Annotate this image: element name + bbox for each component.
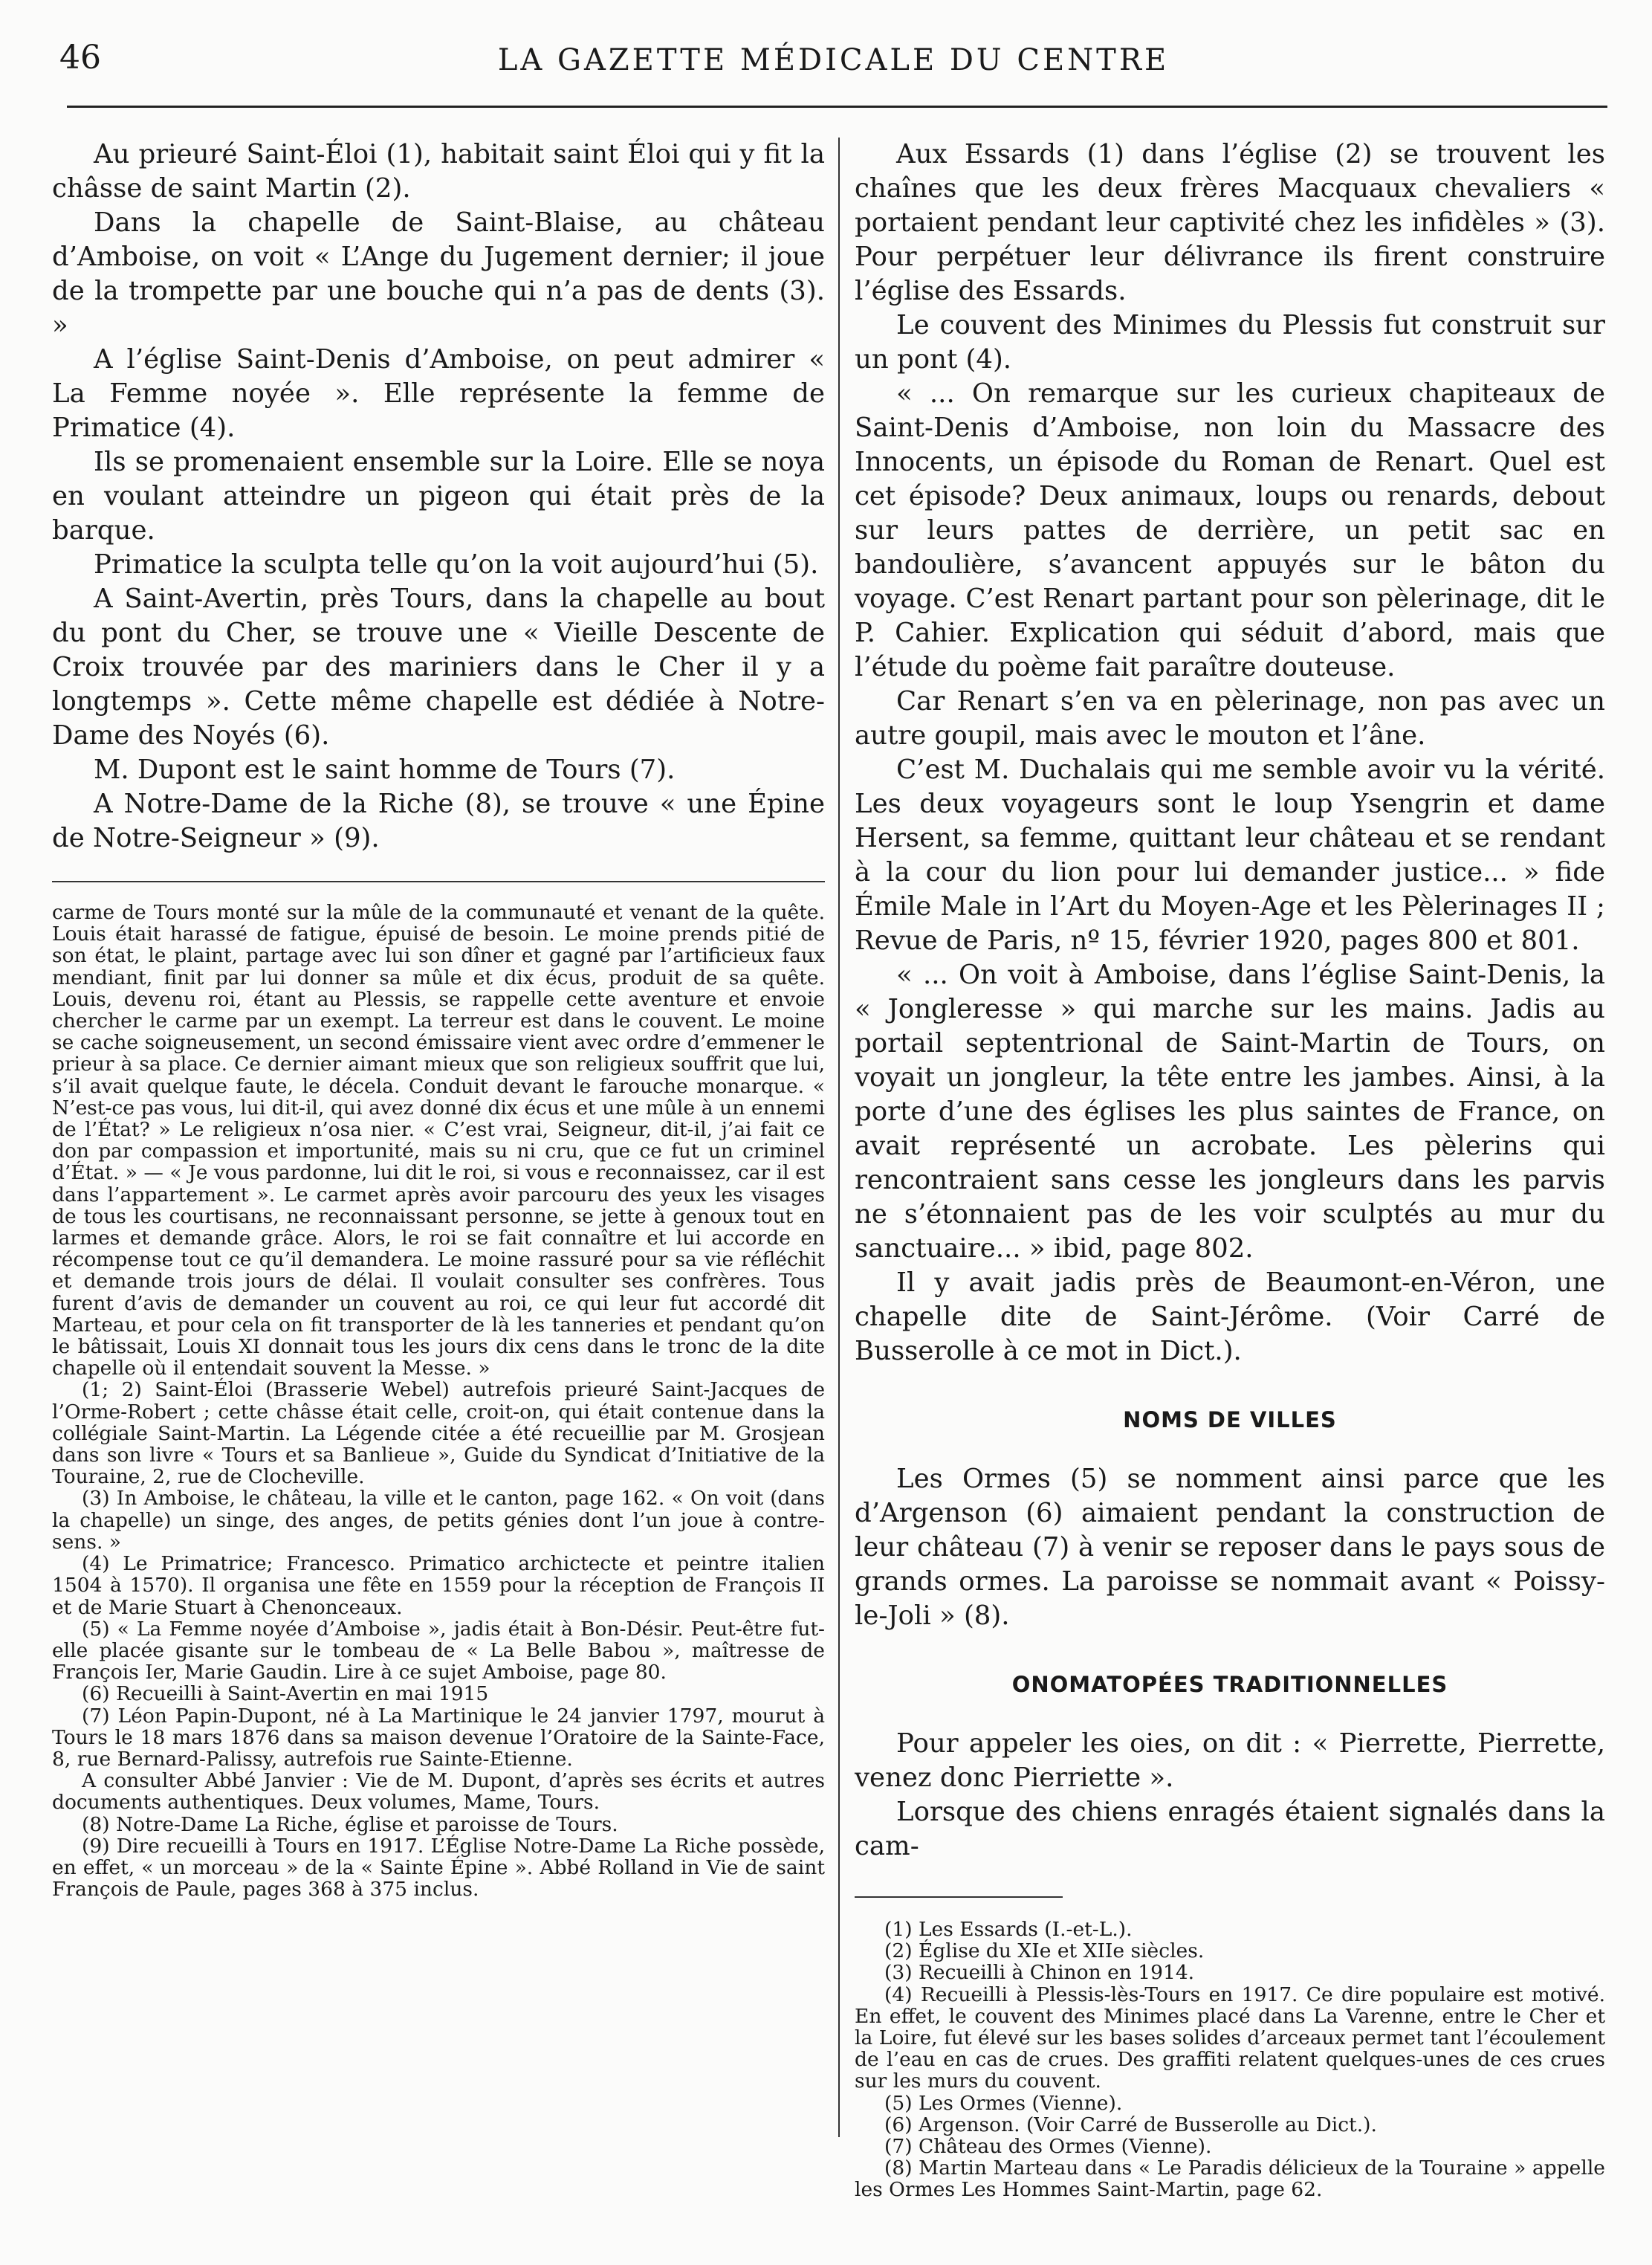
body-paragraph: C’est M. Duchalais qui me semble avoir vu la vérité. Les deux voyageurs sont le loup Ysengrin et dame Hersent, sa femme, quittant leur château et se rendant à la cour du lion pour lui demander justice... » fide Émile Male in l’Art du Moyen-Age et les Pèlerinages II ; Revue de Paris, nº 15, février 1920, pages 800 et 801. [855, 755, 1605, 956]
section-heading-onomatopees: ONOMATOPÉES TRADITIONNELLES [1011, 1672, 1448, 1697]
footnote-rule [855, 1896, 1063, 1898]
body-paragraph: Pour appeler les oies, on dit : « Pierrette, Pierrette, venez donc Pierriette ». [855, 1728, 1605, 1793]
footnote: (8) Notre-Dame La Riche, église et paroisse de Tours. [82, 1812, 618, 1836]
footnote: (7) Léon Papin-Dupont, né à La Martinique le 24 janvier 1797, mourut à Tours le 18 mars 1876 dans sa maison devenue l’Oratoire de la Sainte-Face, 8, rue Bernard-Palissy, autrefois rue Sainte-Etienne. [52, 1704, 825, 1771]
section-heading-noms-de-villes: NOMS DE VILLES [1123, 1407, 1337, 1432]
body-paragraph: Ils se promenaient ensemble sur la Loire. Elle se noya en voulant atteindre un pigeon qui était près de la barque. [52, 447, 825, 546]
footnote-rule [52, 881, 825, 882]
left-column [52, 138, 825, 1900]
body-paragraph: A l’église Saint-Denis d’Amboise, on peut admirer « La Femme noyée ». Elle représente la femme de Primatice (4). [52, 344, 825, 443]
body-paragraph: Lorsque des chiens enragés étaient signalés dans la cam- [855, 1797, 1605, 1861]
footnote: A consulter Abbé Janvier : Vie de M. Dupont, d’après ses écrits et autres documents authentiques. Deux volumes, Mame, Tours. [52, 1769, 825, 1815]
body-paragraph: Car Renart s’en va en pèlerinage, non pas avec un autre goupil, mais avec le mouton et l’âne. [855, 686, 1605, 751]
body-paragraph: Il y avait jadis près de Beaumont-en-Véron, une chapelle dite de Saint-Jérôme. (Voir Carré de Busserolle à ce mot in Dict.). [855, 1267, 1605, 1366]
footnote: (5) « La Femme noyée d’Amboise », jadis était à Bon-Désir. Peut-être fut-elle placée gisante sur le tombeau de « La Belle Babou », maîtresse de François Ier, Marie Gaudin. Lire à ce sujet Amboise, page 80. [52, 1617, 825, 1684]
body-paragraph: Aux Essards (1) dans l’église (2) se trouvent les chaînes que les deux frères Macquaux chevaliers « portaient pendant leur captivité chez les infidèles » (3). Pour perpétuer leur délivrance ils firent construire l’église des Essards. [855, 139, 1605, 306]
page-number: 46 [59, 39, 101, 77]
footnote: (6) Recueilli à Saint-Avertin en mai 1915 [82, 1682, 489, 1706]
footnote: (9) Dire recueilli à Tours en 1917. L’Église Notre-Dame La Riche possède, en effet, « un morceau » de la « Sainte Épine ». Abbé Rolland in Vie de saint François de Paule, pages 368 à 375 inclus. [52, 1834, 825, 1901]
body-paragraph: « ... On remarque sur les curieux chapiteaux de Saint-Denis d’Amboise, non loin du Massacre des Innocents, un épisode du Roman de Renart. Quel est cet épisode? Deux animaux, loups ou renards, debout sur leurs pattes de derrière, un petit sac en bandoulière, s’avancent appuyés sur le bâton du voyage. C’est Renart partant pour son pèlerinage, dit le P. Cahier. Explication qui séduit d’abord, mais que l’étude du poème fait paraître douteuse. [855, 378, 1605, 682]
footnote-continued: carme de Tours monté sur la mûle de la communauté et venant de la quête. Louis était harassé de fatigue, épuisé de besoin. Le moine prends pitié de son état, le plaint, partage avec lui son dîner et gagné par l’artificieux faux mendiant, finit par lui donner sa mûle et dix écus, produit de sa quête. Louis, devenu roi, étant au Plessis, se rappelle cette aventure et envoie chercher le carme par un exempt. La terreur est dans le couvent. Le moine se cache soigneusement, un second émissaire vient avec ordre d’emmener le prieur à sa place. Ce dernier aimant mieux que son religieux souffrit que lui, s’il avait quelque faute, le décela. Conduit devant le farouche monarque. « N’est-ce pas vous, lui dit-il, qui avez donné dix écus et une mûle à un ennemi de l’État? » Le religieux n’osa nier. « C’est vrai, Seigneur, dit-il, j’ai fait ce don par compassion et importunité, mais su ni cru, que ce fut un criminel d’État. » — « Je vous pardonne, lui dit le roi, si vous e reconnaissez, car il est dans l’appartement ». Le carmet après avoir parcouru des yeux les visages de tous les courtisans, ne reconnaissant personne, se jette à genoux tout en larmes et demande grâce. Alors, le roi se fait connaître et lui accorde en récompense tout ce qu’il demandera. Le moine rassuré pour sa vie réfléchit et demande trois jours de délai. Il voulait consulter ses confrères. Tous furent d’avis de demander un couvent au roi, ce qui leur fut accordé dit Marteau, et pour cela on fit transporter de là les tanneries et pendant qu’on le bâtissait, Louis XI donnait tous les jours dix cens dans le tronc de la dite chapelle où il entendait souvent la Messe. » [52, 901, 825, 1380]
body-paragraph: Le couvent des Minimes du Plessis fut construit sur un pont (4). [855, 310, 1605, 375]
header-rule [67, 106, 1607, 108]
footnote: (8) Martin Marteau dans « Le Paradis délicieux de la Touraine » appelle les Ormes Les Hommes Saint-Martin, page 62. [855, 2156, 1605, 2202]
page-header [59, 30, 1607, 97]
footnote: (6) Argenson. (Voir Carré de Busserolle au Dict.). [884, 2113, 1377, 2136]
body-paragraph: A Notre-Dame de la Riche (8), se trouve « une Épine de Notre-Seigneur » (9). [52, 789, 825, 853]
body-paragraph: Au prieuré Saint-Éloi (1), habitait saint Éloi qui y fit la châsse de saint Martin (2). [52, 139, 825, 204]
body-paragraph: Primatice la sculpta telle qu’on la voit aujourd’hui (5). [94, 549, 819, 580]
footnote: (1) Les Essards (I.-et-L.). [884, 1918, 1133, 1941]
body-paragraph: Dans la chapelle de Saint-Blaise, au château d’Amboise, on voit « L’Ange du Jugement dernier; il joue de la trompette par une bouche qui n’a pas de dents (3). » [52, 207, 825, 340]
body-paragraph: A Saint-Avertin, près Tours, dans la chapelle au bout du pont du Cher, se trouve une « Vieille Descente de Croix trouvée par des mariniers dans le Cher il y a longtemps ». Cette même chapelle est dédiée à Notre-Dame des Noyés (6). [52, 584, 825, 751]
body-paragraph: « ... On voit à Amboise, dans l’église Saint-Denis, la « Jongleresse » qui marche sur les mains. Jadis au portail septentrional de Saint-Martin de Tours, on voyait un jongleur, la tête entre les jambes. Ainsi, à la porte d’une des églises les plus saintes de France, on avait représenté un acrobate. Les pèlerins qui rencontraient sans cesse les jongleurs dans les parvis ne s’étonnaient pas de les voir sculptés au mur du sanctuaire... » ibid, page 802. [855, 960, 1605, 1264]
footnote: (5) Les Ormes (Vienne). [884, 2091, 1123, 2115]
footnote: (1; 2) Saint-Éloi (Brasserie Webel) autrefois prieuré Saint-Jacques de l’Orme-Robert ; cette châsse était celle, croit-on, qui était contenue dans la collégiale Saint-Martin. La Légende citée a été recueillie par M. Grosjean dans son livre « Tours et sa Banlieue », Guide du Syndicat d’Initiative de la Touraine, 2, rue de Clocheville. [52, 1378, 825, 1489]
column-divider [838, 138, 840, 2137]
footnote: (7) Château des Ormes (Vienne). [884, 2135, 1212, 2159]
footnote: (3) In Amboise, le château, la ville et le canton, page 162. « On voit (dans la chapelle) un singe, des anges, de petits génies dont l’un joue à contre-sens. » [52, 1487, 825, 1554]
footnote: (2) Église du XIe et XIIe siècles. [884, 1939, 1205, 1963]
body-paragraph: M. Dupont est le saint homme de Tours (7). [94, 755, 676, 785]
footnote: (3) Recueilli à Chinon en 1914. [884, 1961, 1195, 1985]
journal-title: LA GAZETTE MÉDICALE DU CENTRE [497, 43, 1170, 77]
right-column [855, 138, 1605, 2201]
body-paragraph: Les Ormes (5) se nomment ainsi parce que les d’Argenson (6) aimaient pendant la construction de leur château (7) à venir se reposer dans le pays sous de grands ormes. La paroisse se nommait avant « Poissy-le-Joli » (8). [855, 1464, 1605, 1631]
footnote: (4) Recueilli à Plessis-lès-Tours en 1917. Ce dire populaire est motivé. En effet, le couvent des Minimes placé dans La Varenne, entre le Cher et la Loire, fut élevé sur les bases solides d’arceaux permet tant l’écoulement de l’eau en cas de crues. Des graffiti relatent quelques-unes de ces crues sur les murs du couvent. [855, 1983, 1605, 2093]
footnote: (4) Le Primatrice; Francesco. Primatico archictecte et peintre italien 1504 à 1570). Il organisa une fête en 1559 pour la réception de François II et de Marie Stuart à Chenonceaux. [52, 1552, 825, 1619]
